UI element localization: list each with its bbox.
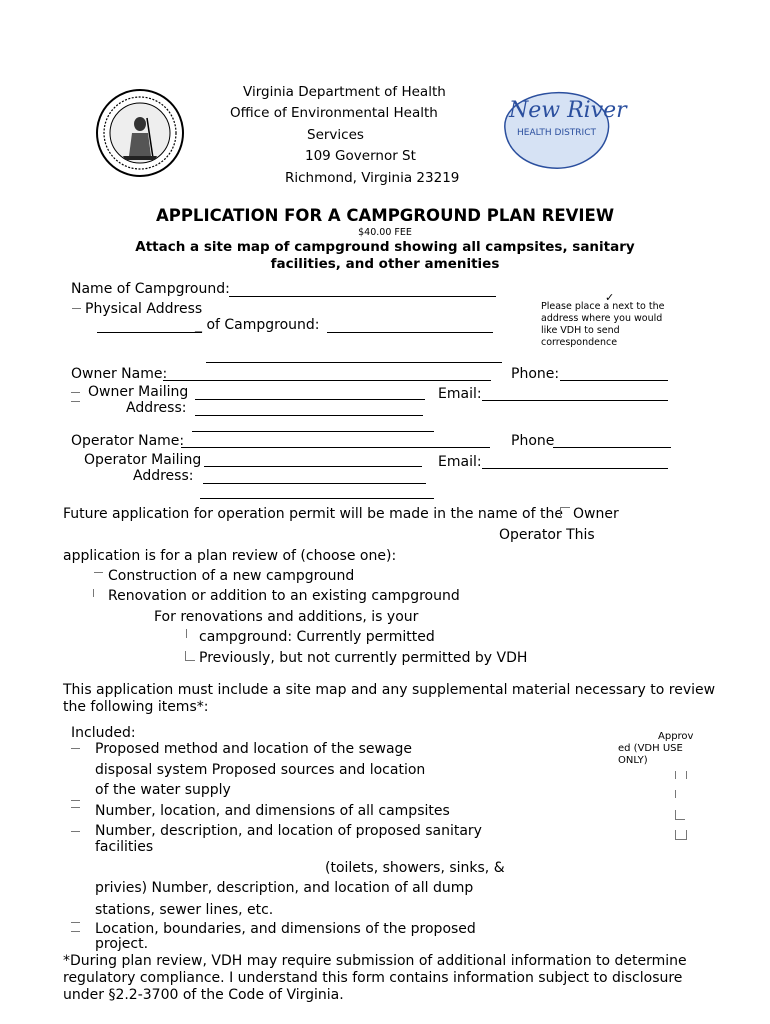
new-construction-checkbox[interactable] <box>94 572 103 580</box>
approved-3-checkbox[interactable] <box>675 810 685 820</box>
logo-text-2: HEALTH DISTRICT <box>517 128 596 138</box>
operator-mailing-line-b[interactable] <box>203 483 426 484</box>
included-label: Included: <box>71 725 136 741</box>
owner-mailing-line-a[interactable] <box>195 399 425 400</box>
operator-address-label: Address: <box>133 468 194 484</box>
owner-option-label: Owner <box>573 506 619 522</box>
item-3-text-a: Number, description, and location of proposed sanitary <box>95 823 482 839</box>
item-5-text-b: project. <box>95 936 149 952</box>
item-4-text-a: privies) Number, description, and location of all dump <box>95 880 474 896</box>
physical-address-checkbox[interactable] <box>72 308 81 316</box>
header-line-1: Virginia Department of Health <box>243 84 446 100</box>
approved-label-3: ONLY) <box>618 755 648 766</box>
item-5-checkbox[interactable] <box>71 922 80 932</box>
physical-address-line-b[interactable] <box>327 332 493 333</box>
currently-permitted-checkbox[interactable] <box>186 629 187 638</box>
owner-address-label: Address: <box>126 400 187 416</box>
item-3-text-b: facilities <box>95 839 154 855</box>
logo-text-1: New River <box>509 98 627 123</box>
campground-name-label: Name of Campground: <box>71 281 230 297</box>
campground-name-line[interactable] <box>229 296 496 297</box>
physical-address-label: Physical Address <box>85 301 203 317</box>
item-2-checkbox[interactable] <box>71 800 80 808</box>
item-4-text-b: stations, sewer lines, etc. <box>95 902 274 918</box>
operator-name-label: Operator Name: <box>71 433 185 449</box>
header-line-2: Office of Environmental Health <box>230 105 438 121</box>
correspondence-note: Please place a next to the address where you would like VDH to send correspondence <box>541 301 665 348</box>
approved-2-checkbox[interactable] <box>675 790 676 798</box>
operator-mailing-label: Operator Mailing <box>84 452 202 468</box>
operator-email-line[interactable] <box>482 468 668 469</box>
header-line-5: Richmond, Virginia 23219 <box>285 170 460 186</box>
subtitle-2: facilities, and other amenities <box>270 256 500 272</box>
previously-permitted-checkbox[interactable] <box>185 651 195 661</box>
owner-name-line[interactable] <box>163 380 491 381</box>
header-line-3: Services <box>307 127 364 143</box>
plan-review-text: application is for a plan review of (choose one): <box>63 548 397 564</box>
item-3-checkbox[interactable] <box>71 831 80 839</box>
owner-mailing-checkbox[interactable] <box>71 392 80 402</box>
approved-4-checkbox[interactable] <box>675 830 687 840</box>
owner-phone-line[interactable] <box>560 380 668 381</box>
renovation-checkbox[interactable] <box>93 589 94 597</box>
renovation-question: For renovations and additions, is your <box>154 609 419 625</box>
item-5-text-a: Location, boundaries, and dimensions of the proposed <box>95 921 476 937</box>
item-1-text-b: disposal system Proposed sources and location <box>95 762 426 778</box>
owner-mailing-line-b[interactable] <box>195 415 423 416</box>
footnote-2: regulatory compliance. I understand this form contains information subject to disclosure <box>63 970 683 986</box>
physical-address-line-a[interactable] <box>97 332 202 333</box>
checkmark-icon: ✓ <box>605 291 615 304</box>
operator-name-line[interactable] <box>181 447 490 448</box>
footnote-3: under §2.2-3700 of the Code of Virginia. <box>63 987 344 1003</box>
virginia-seal <box>95 88 185 178</box>
operator-mailing-line-a[interactable] <box>204 466 422 467</box>
item-1-text-c: of the water supply <box>95 782 231 798</box>
owner-email-label: Email: <box>438 386 482 402</box>
header-line-4: 109 Governor St <box>305 148 416 164</box>
operator-phone-label: Phone <box>511 433 555 449</box>
new-construction-label: Construction of a new campground <box>108 568 355 584</box>
new-river-logo <box>497 84 627 174</box>
approved-1-checkbox[interactable] <box>675 771 687 779</box>
subtitle-1: Attach a site map of campground showing all campsites, sanitary <box>135 239 635 255</box>
owner-name-label: Owner Name: <box>71 366 168 382</box>
item-2-text: Number, location, and dimensions of all campsites <box>95 803 450 819</box>
item-1-checkbox[interactable] <box>71 748 80 756</box>
owner-phone-label: Phone: <box>511 366 560 382</box>
site-map-text-1: This application must include a site map and any supplemental material necessary to review <box>63 682 716 698</box>
future-application-text: Future application for operation permit will be made in the name of the <box>63 506 563 522</box>
renovation-label: Renovation or addition to an existing campground <box>108 588 460 604</box>
previously-permitted-label: Previously, but not currently permitted by VDH <box>199 650 528 666</box>
owner-option-checkbox[interactable] <box>560 507 570 516</box>
footnote-1: *During plan review, VDH may require submission of additional information to determine <box>63 953 687 969</box>
of-campground-label: _ of Campground: <box>195 317 320 333</box>
approved-label-1: Approv <box>658 731 694 742</box>
item-3-text-c: (toilets, showers, sinks, & <box>325 860 505 876</box>
form-title: APPLICATION FOR A CAMPGROUND PLAN REVIEW <box>155 206 615 225</box>
operator-phone-line[interactable] <box>553 447 671 448</box>
currently-permitted-label: campground: Currently permitted <box>199 629 435 645</box>
item-1-text-a: Proposed method and location of the sewage <box>95 741 413 757</box>
physical-address-line-c[interactable] <box>206 362 502 363</box>
owner-email-line[interactable] <box>482 400 668 401</box>
operator-mailing-line-c[interactable] <box>200 498 434 499</box>
owner-mailing-label: Owner Mailing <box>88 384 189 400</box>
approved-label-2: ed (VDH USE <box>618 743 683 754</box>
operator-option-label: Operator This <box>499 527 595 543</box>
owner-mailing-line-c[interactable] <box>192 431 434 432</box>
fee-text: $40.00 FEE <box>358 227 412 238</box>
site-map-text-2: the following items*: <box>63 699 209 715</box>
operator-email-label: Email: <box>438 454 482 470</box>
